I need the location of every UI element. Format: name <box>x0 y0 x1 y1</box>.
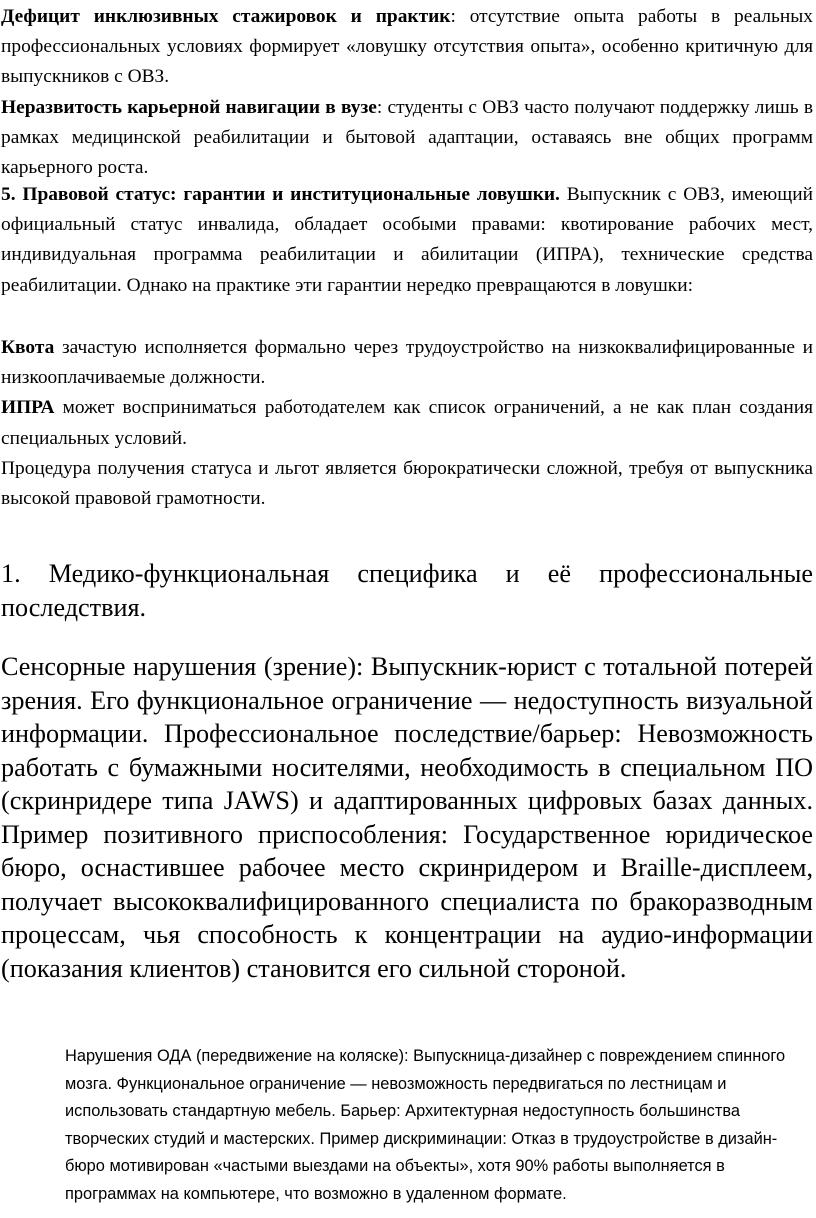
paragraph-career-navigation <box>1 93 813 184</box>
text-internships: : отсутствие опыта работы в реальных профессиональных условиях формирует «ловушку отсутствия опыта», особенно критичную для выпускников с ОВЗ. <box>1 6 813 88</box>
section-sensory <box>1 650 813 985</box>
block-deficits <box>1 2 813 183</box>
term-ipra: ИПРА <box>1 397 55 419</box>
section-medical-functional <box>1 557 813 624</box>
section-legal-status <box>1 180 813 301</box>
section-oda <box>65 1043 805 1209</box>
paragraph-quota <box>1 333 813 393</box>
paragraph-oda: Нарушения ОДА (передвижение на коляске): Выпускница-дизайнер с повреждением спинного мозга. Функциональное ограничение — невозможность передвигаться по лестницам и использовать стандартную мебель. Барьер: Архитектурная недоступность большинства творческих студий и мастерских. Пример дискриминации: Отказ в трудоустройстве в дизайн-бюро мотивирован «частыми выездами на объекты», хотя 90% работы выполняется в программах на компьютере, что возможно в удаленном формате. <box>65 1047 786 1203</box>
term-career-navigation: Неразвитость карьерной навигации в вузе <box>1 96 377 118</box>
section-heading-medical-functional: 1. Медико-функциональная специфика и её профессиональные последствия. <box>1 559 813 622</box>
text-career-navigation: : студенты с ОВЗ часто получают поддержку лишь в рамках медицинской реабилитации и бытовой адаптации, оставаясь вне общих программ карьерного роста. <box>1 96 813 179</box>
term-quota: Квота <box>1 337 55 358</box>
text-ipra: может восприниматься работодателем как список ограничений, а не как план создания специальных условий. <box>1 397 813 449</box>
paragraph-procedure: Процедура получения статуса и льгот является бюрократически сложной, требуя от выпускника высокой правовой грамотности. <box>1 457 813 510</box>
section-heading-legal-status: 5. Правовой статус: гарантии и институциональные ловушки. <box>1 184 560 205</box>
text-quota: зачастую исполняется формально через трудоустройство на низкоквалифицированные и низкооплачиваемые должности. <box>1 337 813 389</box>
paragraph-sensory: Сенсорные нарушения (зрение): Выпускник-юрист с тотальной потерей зрения. Его функциональное ограничение — недоступность визуальной информации. Профессиональное последствие/барьер: Невозможность работать с бумажными носителями, необходимость в специальном ПО (скринридере типа JAWS) и адаптированных цифровых базах данных. Пример позитивного приспособления: Государственное юридическое бюро, оснастившее рабочее место скринридером и Braille-дисплеем, получает высококвалифицированного специалиста по бракоразводным процессам, чья способность к концентрации на аудио-информации (показания клиентов) становится его сильной стороной. <box>1 652 813 983</box>
list-traps <box>1 333 813 514</box>
paragraph-legal-status <box>1 180 813 301</box>
text-legal-status: Выпускник с ОВЗ, имеющий официальный статус инвалида, обладает особыми правами: квотирование рабочих мест, индивидуальная программа реабилитации и абилитации (ИПРА), технические средства реабилитации. Однако на практике эти гарантии нередко превращаются в ловушки: <box>1 184 813 296</box>
paragraph-internships <box>1 2 813 93</box>
term-internships: Дефицит инклюзивных стажировок и практик <box>1 6 451 27</box>
paragraph-ipra <box>1 393 813 453</box>
